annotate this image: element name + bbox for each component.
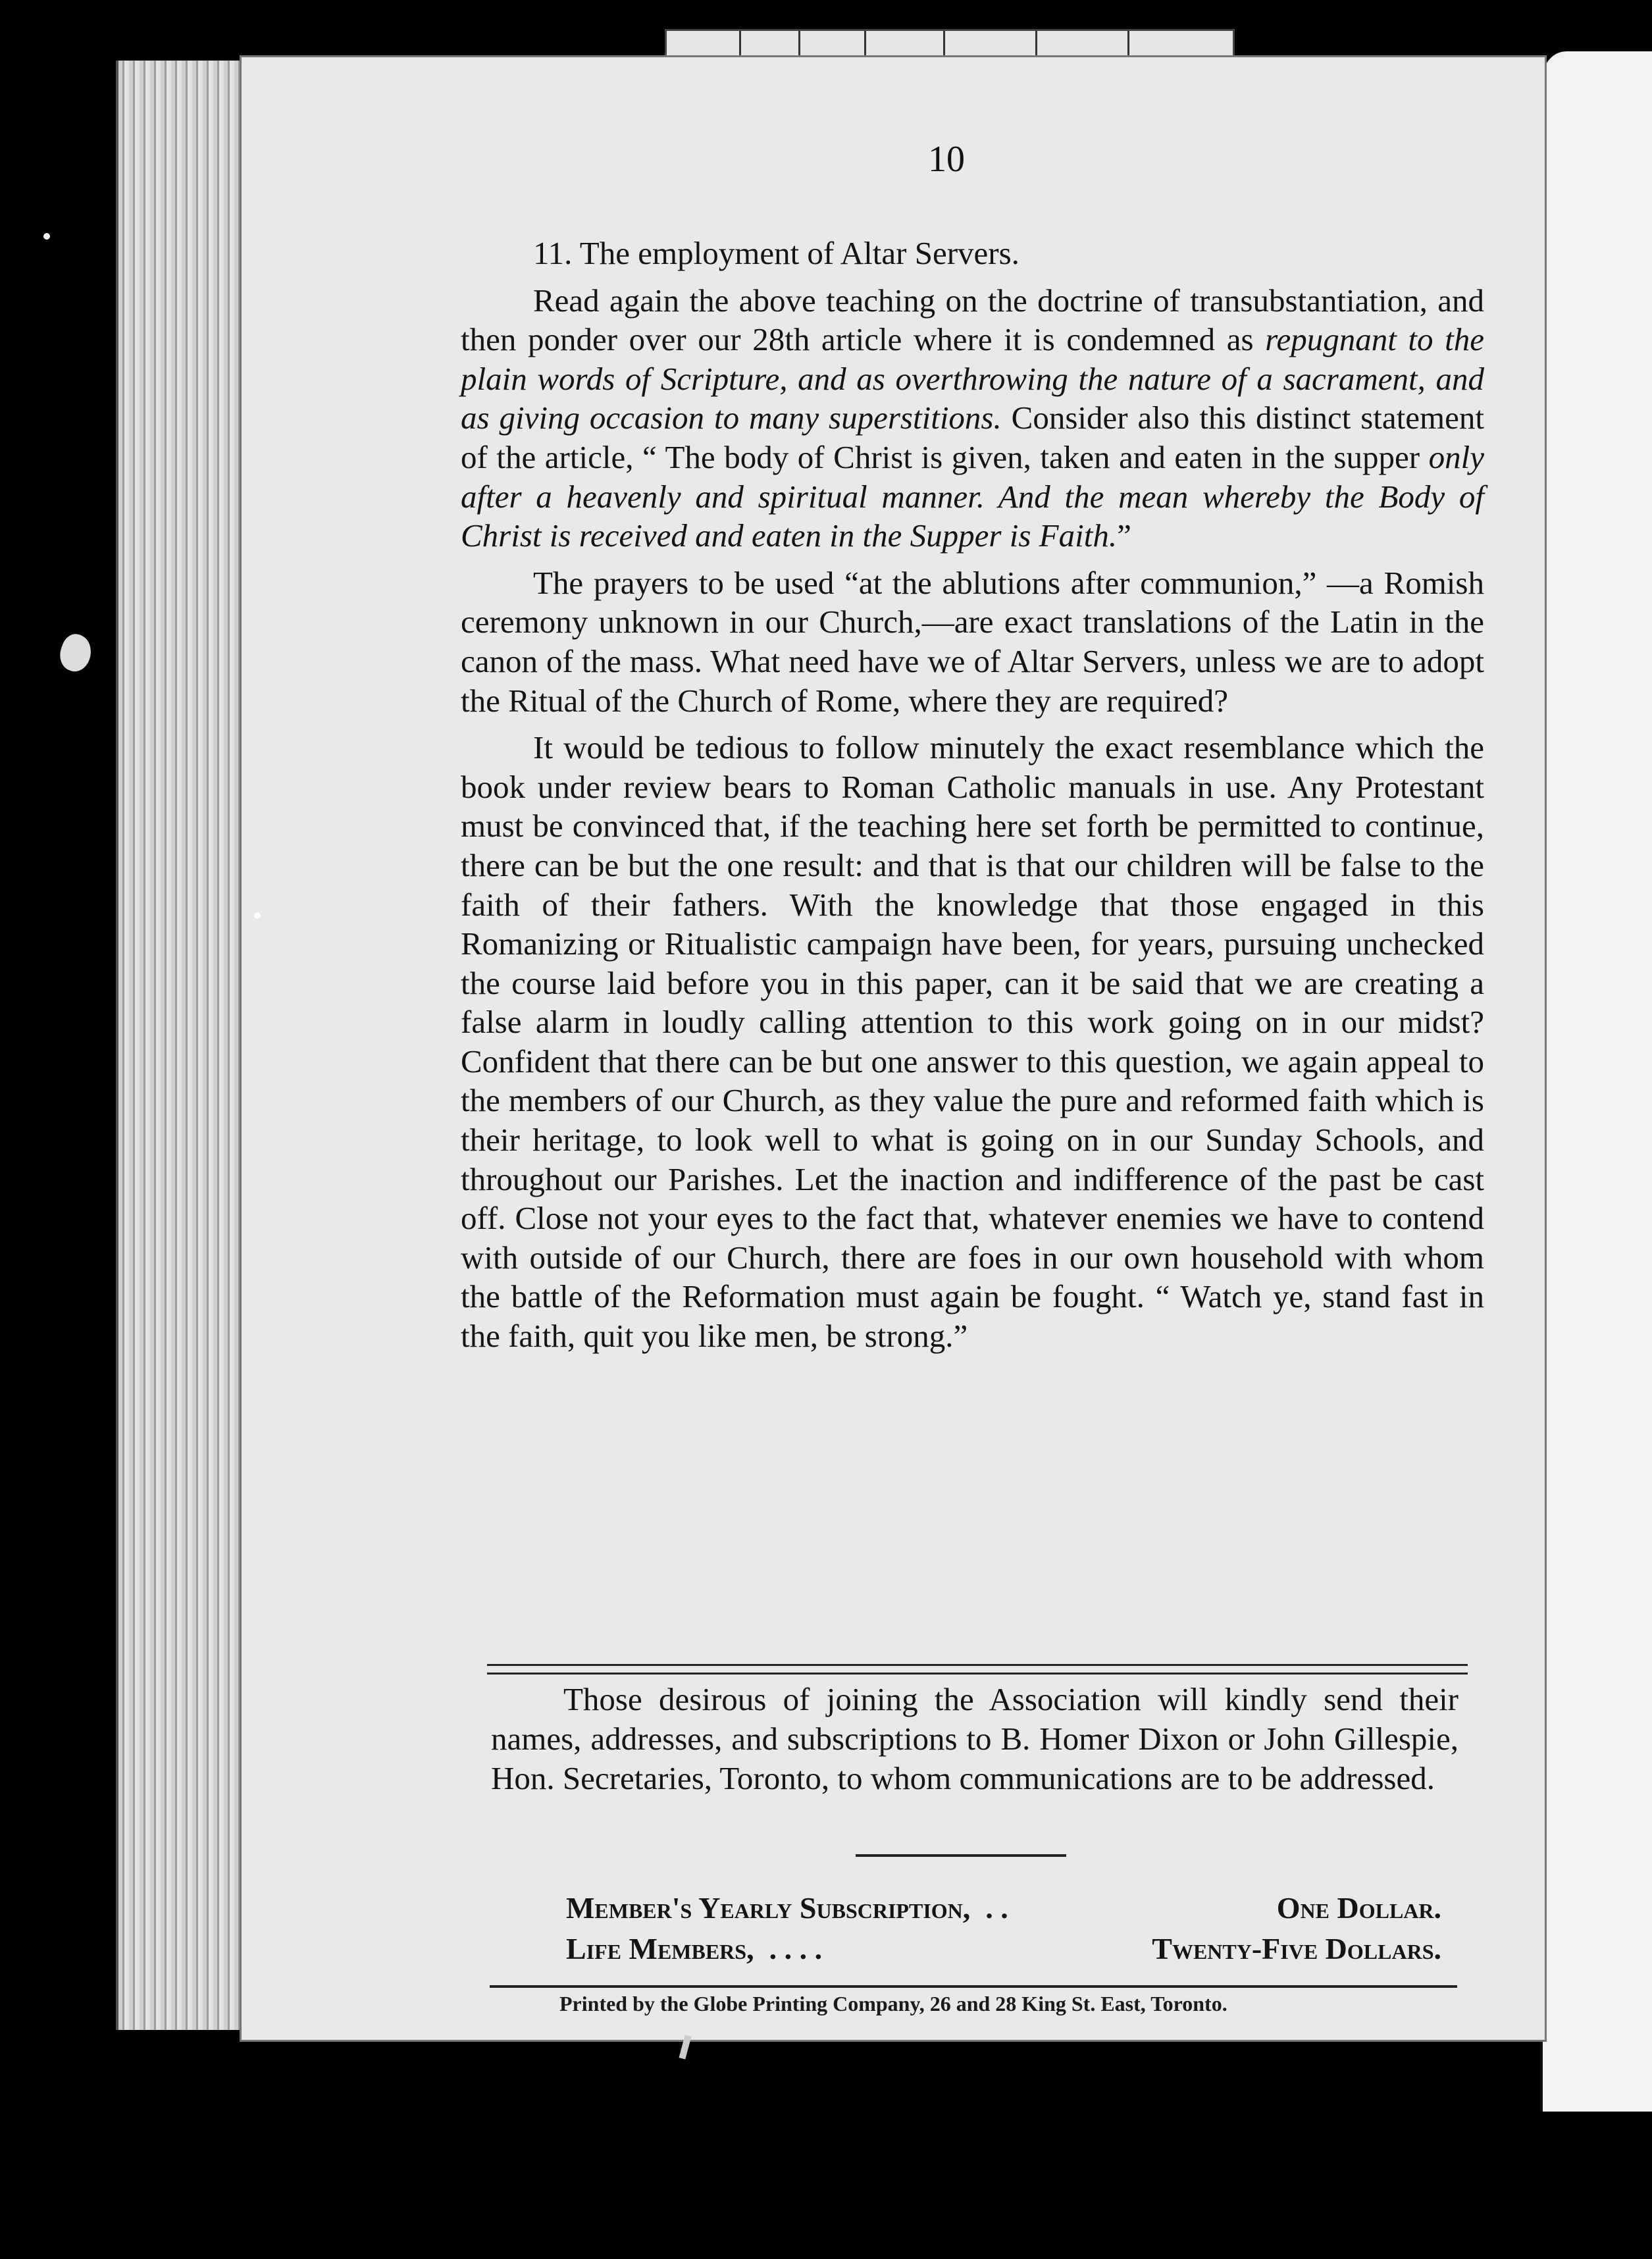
double-rule bbox=[487, 1664, 1468, 1675]
subscription-row-yearly bbox=[566, 1888, 1441, 1929]
scan-speck bbox=[254, 912, 261, 919]
scan-blemish bbox=[55, 631, 96, 675]
subscription-rates bbox=[566, 1888, 1441, 1969]
italic-quote-run: repugnant to the plain words of Scripture, and as overthrowing the nature of a sacrament, and as giving occasion to many superstitions. bbox=[461, 321, 1484, 436]
scan-speck bbox=[43, 233, 50, 240]
notice-text: Those desirous of joining the Association will kindly send their names, addresses, and subscriptions to B. Homer Dixon or John Gillespie, Hon. Secretaries, Toronto, to whom communications are to be addressed. bbox=[491, 1681, 1458, 1796]
rate-value: Twenty-Five Dollars. bbox=[1152, 1932, 1441, 1965]
body-text bbox=[461, 234, 1484, 1356]
rate-value: One Dollar. bbox=[1276, 1891, 1441, 1925]
subscription-row-life bbox=[566, 1929, 1441, 1969]
italic-quote-run: only after a heavenly and spiritual manner. And the mean whereby the Body of Christ is received and eaten in the Supper is Faith. bbox=[461, 438, 1484, 554]
short-rule bbox=[856, 1854, 1066, 1857]
paragraph-appeal: It would be tedious to follow minutely the exact resemblance which the book under review bears to Roman Catholic manuals in use. Any Protestant must be convinced that, if the teaching here set forth be permitted to continue, there can be but the one result: and that is that our children will be false to the faith of their fathers. With the knowledge that those engaged in this Romanizing or Ritualistic campaign have been, for years, pursuing unchecked the course laid before you in this paper, can it be said that we are creating a false alarm in loudly calling attention to this work going on in our midst? Confident that there can be but one answer to this question, we again appeal to the members of our Church, as they value the pure and reformed faith which is their heritage, to look well to what is going on in our Sunday Schools, and throughout our Parishes. Let the inaction and indifference of the past be cast off. Close not your eyes to the fact that, whatever enemies we have to contend with outside of our Church, there are foes in our own household with whom the battle of the Reformation must again be fought. “ Watch ye, stand fast in the faith, quit you like men, be strong.” bbox=[461, 729, 1484, 1355]
page-number: 10 bbox=[928, 139, 965, 180]
paragraph-ablutions: The prayers to be used “at the ablutions after communion,” —a Romish ceremony unknown in our Church,—are exact translations of the Latin in the canon of the mass. What need have we of Altar Servers, unless we are to adopt the Ritual of the Church of Rome, where they are required? bbox=[461, 564, 1484, 719]
rate-label: Member's Yearly Subscription, bbox=[566, 1891, 971, 1925]
rate-dots: . . . . bbox=[769, 1932, 823, 1965]
facing-page bbox=[1540, 51, 1652, 2112]
rate-dots: . . bbox=[985, 1891, 1008, 1925]
membership-notice bbox=[491, 1680, 1458, 1798]
text-run: Read again the above teaching on the doctrine of transubstantiation, and then ponder over our 28th article where it is condemned as bbox=[461, 282, 1484, 358]
section-heading: 11. The employment of Altar Servers. bbox=[533, 235, 1020, 271]
bottom-rule bbox=[490, 1985, 1457, 1988]
rate-label: Life Members, bbox=[566, 1932, 754, 1965]
paragraph-article-28 bbox=[461, 281, 1484, 556]
printer-imprint: Printed by the Globe Printing Company, 26 and 28 King St. East, Toronto. bbox=[559, 1992, 1227, 2015]
text-run: Consider also this distinct statement of the article, “ The body of Christ is given, taken and eaten in the supper bbox=[461, 400, 1484, 475]
text-run: ” bbox=[1117, 517, 1131, 554]
